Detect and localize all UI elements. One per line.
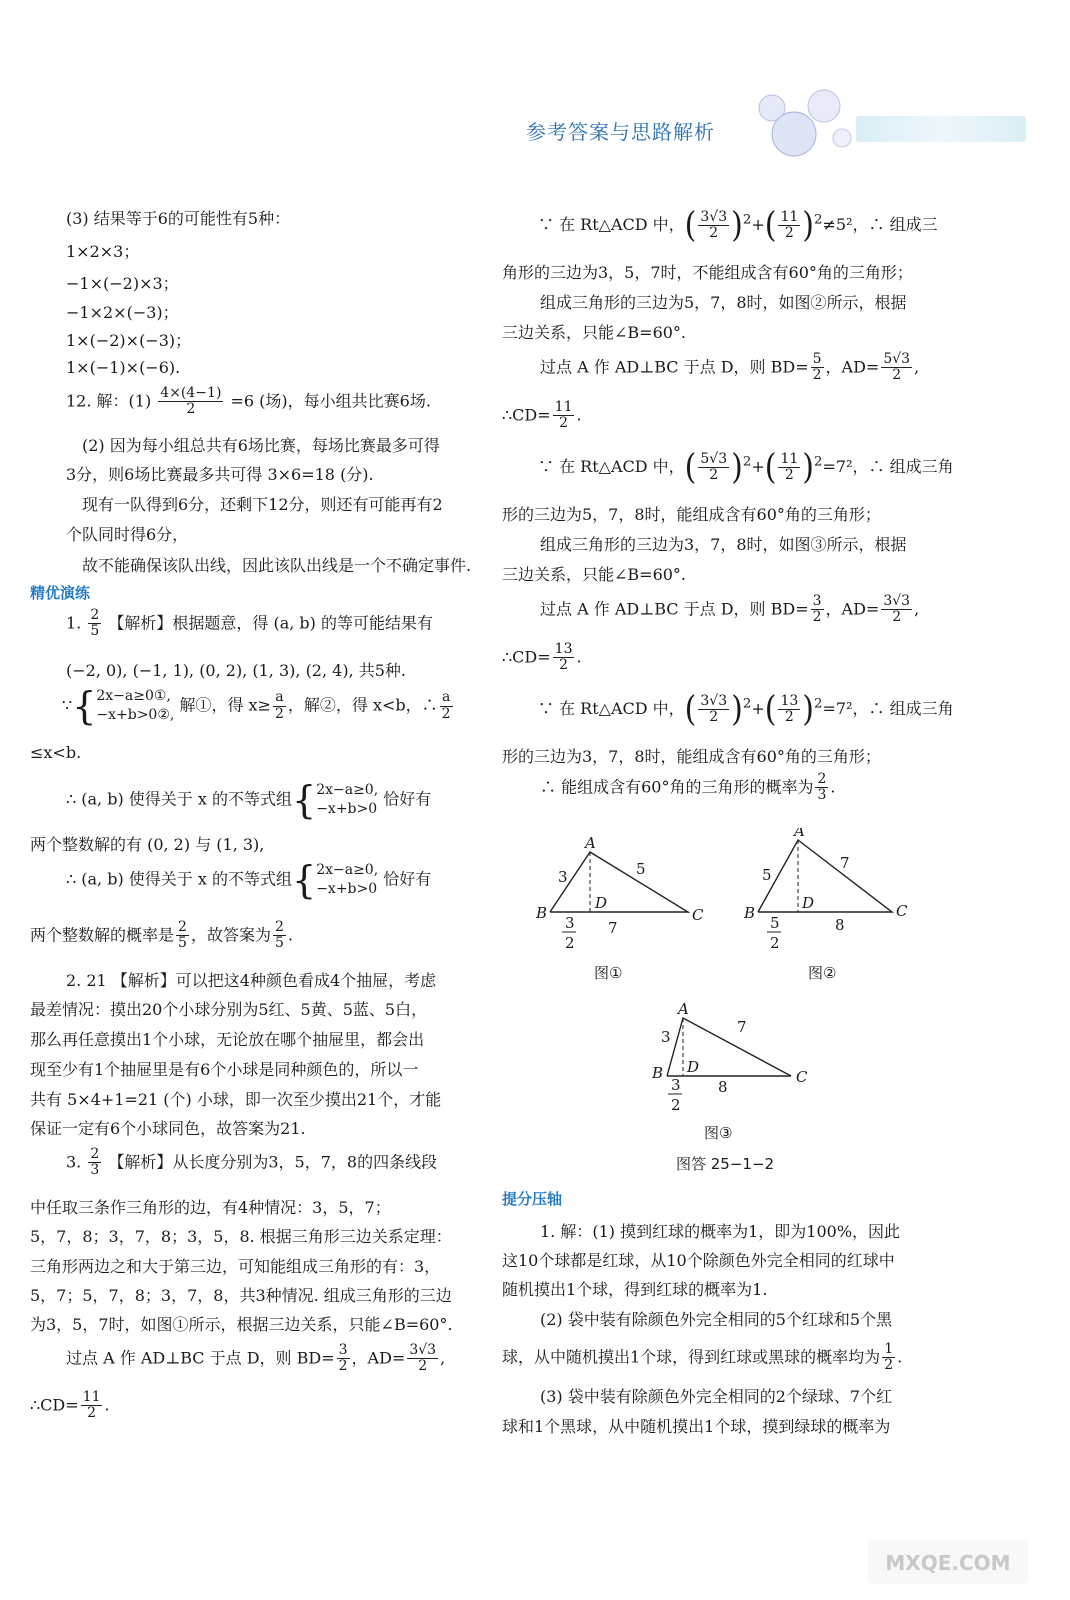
text-line: 1×2×3； [66,242,140,261]
probability-line: 两个整数解的概率是 $\frac{2}{5}$ ，故答案为 $\frac{2}{5}$ . [30,919,293,952]
svg-text:D: D [802,894,815,912]
svg-text:A: A [678,1000,689,1018]
text-line: −1×(−2)×3； [66,274,179,293]
text-line: 现至少有1个抽屉里是有6个小球是同种颜色的，所以一 [30,1060,419,1079]
svg-text:C: C [896,902,908,920]
text-line: 2. 21 【解析】可以把这4种颜色看成4个抽屉，考虑 [66,971,437,990]
svg-text:5: 5 [770,914,780,932]
svg-text:D: D [687,1058,700,1076]
svg-text:B: B [652,1064,664,1082]
figure-caption: 图② [808,964,837,982]
text-line: 个队同时得6分， [66,525,189,544]
svg-text:3: 3 [558,868,568,886]
svg-text:7: 7 [840,854,850,872]
math-line: ∴CD= $\frac{11}{2}$ . [502,399,582,432]
text-line: (3) 结果等于6的可能性有5种： [66,209,291,228]
text-line: 那么再任意摸出1个小球，无论放在哪个抽屉里，都会出 [30,1030,425,1049]
text-line: −1×2×(−3)； [66,303,179,322]
text-line: 组成三角形的三边为5，7，8时，如图②所示，根据 [540,293,907,312]
svg-text:C: C [796,1068,808,1086]
text-line: ≤x<b. [30,743,82,762]
svg-text:3: 3 [565,914,575,932]
bubble-decoration-icon [752,86,862,166]
text-line: 1. 解：(1) 摸到红球的概率为1，即为100%，因此 [540,1222,901,1241]
text-line: 形的三边为3，7，8时，能组成含有60°角的三角形； [502,747,881,766]
math-line: ∴CD= $\frac{11}{2}$ . [30,1389,110,1422]
text-line: (2) 因为每小组总共有6场比赛，每场比赛最多可得 [82,436,440,455]
math-line: ∴ 能组成含有60°角的三角形的概率为 $\frac{2}{3}$ . [540,771,836,804]
svg-text:7: 7 [608,919,618,937]
svg-text:5: 5 [636,860,646,878]
text-line: 为3，5，7时，如图①所示，根据三边关系，只能∠B=60°. [30,1315,453,1334]
text-line: 3分，则6场比赛最多共可得 3×6=18 (分). [66,465,374,484]
text-line: 5，7；5，7，8；3，7，8，共3种情况. 组成三角形的三边 [30,1286,452,1305]
svg-text:2: 2 [671,1096,681,1114]
svg-text:2: 2 [770,934,780,952]
text-line: (3) 袋中装有除颜色外完全相同的2个绿球、7个红 [540,1387,893,1406]
svg-text:A: A [585,834,596,852]
text-line: 形的三边为5，7，8时，能组成含有60°角的三角形； [502,505,881,524]
math-line: ∵ 在 Rt△ACD 中，( $\frac{3√3}{2}$ )$^2$+( $\frac{13}{2}$ )$^2$=7²，∴ 组成三角 [538,689,954,730]
text-line: 组成三角形的三边为3，7，8时，如图③所示，根据 [540,535,907,554]
svg-text:5: 5 [762,866,772,884]
page-header-title: 参考答案与思路解析 [526,120,715,144]
inequality-system-line: ∵{ 2x−a≥0①, −x+b>0②, 解①，得 x≥ $\frac{a}{2}$ ，解②，得 x<b，∴ $\frac{a}{2}$ [62,684,451,728]
svg-text:3: 3 [661,1028,671,1046]
text-line: 三角形两边之和大于第三边，可知能组成三角形的有：3， [30,1257,441,1276]
question-12-line: 12. 解：(1) $\frac{4\times(4-1)}{2}$ =6 (场)，每小组共比赛6场. [66,385,431,418]
text-line: 故不能确保该队出线，因此该队出线是一个不确定事件. [82,556,472,575]
svg-text:D: D [595,894,608,912]
text-line: 最差情况：摸出20个小球分别为5红、5黄、5蓝、5白， [30,1000,428,1019]
math-line: 过点 A 作 AD⊥BC 于点 D，则 BD= $\frac{3}{2}$ ，AD= $\frac{3√3}{2}$ , [66,1342,446,1375]
math-line: ∴CD= $\frac{13}{2}$ . [502,641,582,674]
svg-text:B: B [744,904,756,922]
svg-text:3: 3 [671,1076,681,1094]
svg-text:A: A [794,828,805,840]
figure-caption: 图③ [704,1124,733,1142]
text-line: 中任取三条作三角形的边，有4种情况：3，5，7； [30,1198,391,1217]
triangle-figure-3 [645,1000,825,1115]
svg-text:MXQE.COM: MXQE.COM [885,1551,1011,1575]
math-line: 过点 A 作 AD⊥BC 于点 D，则 BD= $\frac{3}{2}$ ，AD= $\frac{3√3}{2}$ , [540,593,920,626]
text-line: 1×(−2)×(−3)； [66,331,192,350]
text-line: 这10个球都是红球，从10个除颜色外完全相同的红球中 [502,1251,895,1270]
math-line: ∵ 在 Rt△ACD 中，( $\frac{3√3}{2}$ )$^2$+( $\frac{11}{2}$ )$^2$≠5²，∴ 组成三 [538,205,938,246]
inequality-line: ∴ (a, b) 使得关于 x 的不等式组{ 2x−a≥0, −x+b>0 恰好有 [66,778,432,822]
svg-text:2: 2 [565,934,575,952]
text-line: 两个整数解的有 (0, 2) 与 (1, 3), [30,835,265,854]
text-line: 5，7，8；3，7，8；3，5，8. 根据三角形三边关系定理： [30,1227,452,1246]
triangle-figure-1 [528,828,718,963]
text-line: (−2, 0), (−1, 1), (0, 2), (1, 3), (2, 4), 共5种. [66,661,407,680]
svg-text:8: 8 [835,916,845,934]
text-line: 随机摸出1个球，得到红球的概率为1. [502,1280,768,1299]
figure-group-caption: 图答 25−1−2 [676,1155,775,1173]
text-line: 共有 5×4+1=21 (个) 小球，即一次至少摸出21个，才能 [30,1090,442,1109]
text-line: (2) 袋中装有除颜色外完全相同的5个红球和5个黑 [540,1310,893,1329]
section-title: 精优演练 [30,584,91,602]
math-line: 过点 A 作 AD⊥BC 于点 D，则 BD= $\frac{5}{2}$ ，AD= $\frac{5√3}{2}$ , [540,351,920,384]
figure-caption: 图① [594,964,623,982]
text-line: 三边关系，只能∠B=60°. [502,565,687,584]
section-title: 提分压轴 [502,1190,563,1208]
svg-text:7: 7 [737,1018,747,1036]
svg-text:B: B [536,904,548,922]
text-line: 保证一定有6个小球同色，故答案为21. [30,1119,306,1138]
watermark-logo [868,1540,1028,1584]
text-line: 角形的三边为3，5，7时，不能组成含有60°角的三角形； [502,263,913,282]
triangle-figure-2 [740,828,930,963]
fraction: $\frac{4\times(4-1)}{2}$ [160,385,222,418]
text-line: 球和1个黑球，从中随机摸出1个球，摸到绿球的概率为 [502,1417,891,1436]
text-line: 三边关系，只能∠B=60°. [502,323,687,342]
header-decoration-bar [856,116,1026,142]
math-line: ∵ 在 Rt△ACD 中，( $\frac{5√3}{2}$ )$^2$+( $\frac{11}{2}$ )$^2$=7²，∴ 组成三角 [538,447,954,488]
problem-1-line: 1. $\frac{2}{5}$ 【解析】根据题意，得 (a, b) 的等可能结果有 [66,607,433,640]
inequality-line: ∴ (a, b) 使得关于 x 的不等式组{ 2x−a≥0, −x+b>0 恰好有 [66,858,432,902]
text-line: 现有一队得到6分，还剩下12分，则还有可能再有2 [82,495,443,514]
text-line: 1×(−1)×(−6). [66,358,181,377]
math-line: 球，从中随机摸出1个球，得到红球或黑球的概率均为 $\frac{1}{2}$ . [502,1341,903,1374]
svg-text:8: 8 [718,1078,728,1096]
problem-3-line: 3. $\frac{2}{3}$ 【解析】从长度分别为3，5，7，8的四条线段 [66,1146,438,1179]
svg-text:C: C [692,906,704,924]
